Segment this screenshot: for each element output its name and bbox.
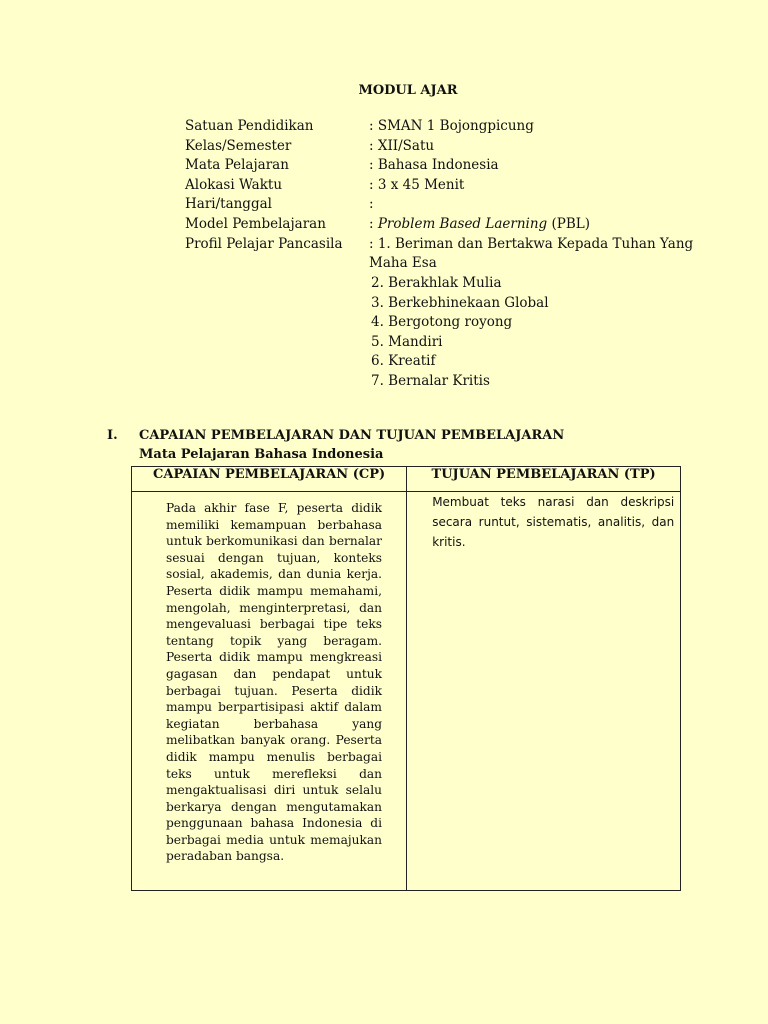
info-value-italic: Problem Based Laerning [377, 215, 548, 232]
info-value [369, 215, 729, 235]
info-label: Mata Pelajaran [185, 157, 289, 174]
tp-header: TUJUAN PEMBELAJARAN (TP) [407, 467, 681, 492]
info-label: Satuan Pendidikan [185, 118, 314, 134]
info-label: Alokasi Waktu [185, 176, 283, 193]
profile-list [371, 274, 549, 392]
info-label: Model Pembelajaran [185, 215, 326, 232]
info-value: : Bahasa Indonesia [369, 157, 499, 174]
info-row-subject [185, 156, 729, 176]
info-row-date [185, 195, 729, 215]
info-row-time [185, 176, 729, 196]
profile-item: 3. Berkebhinekaan Global [371, 294, 549, 311]
info-value-suffix: (PBL) [547, 215, 590, 232]
info-row-profile [185, 235, 729, 274]
section-title: CAPAIAN PEMBELAJARAN DAN TUJUAN PEMBELAJARAN [139, 428, 565, 443]
section-subtitle: Mata Pelajaran Bahasa Indonesia [139, 447, 384, 462]
profile-item: 4. Bergotong royong [371, 314, 513, 331]
profile-item: 5. Mandiri [371, 333, 443, 350]
profile-item: 7. Bernalar Kritis [371, 372, 490, 389]
tp-cell [407, 492, 681, 891]
info-label: Profil Pelajar Pancasila [185, 235, 343, 252]
info-value: : XII/Satu [369, 137, 435, 154]
cp-tp-table [131, 466, 681, 891]
info-label: Kelas/Semester [185, 137, 292, 154]
profile-item: 2. Berakhlak Mulia [371, 275, 502, 291]
info-value: : 1. Beriman dan Bertakwa Kepada Tuhan Yang Maha Esa [369, 235, 694, 272]
profile-item: 6. Kreatif [371, 353, 436, 370]
info-row-class [185, 137, 729, 157]
info-value: : SMAN 1 Bojongpicung [369, 118, 534, 134]
section-number: I. [107, 428, 118, 443]
module-info [185, 117, 729, 274]
cp-cell [132, 492, 407, 891]
info-value: : [369, 196, 374, 213]
tp-text: Membuat teks narasi dan deskripsi secara runtut, sistematis, analitis, dan kritis. [432, 495, 675, 549]
info-row-model [185, 215, 729, 235]
document-title: MODUL AJAR [358, 83, 458, 98]
table-row [132, 492, 681, 891]
info-value: : 3 x 45 Menit [369, 176, 465, 193]
cp-header: CAPAIAN PEMBELAJARAN (CP) [132, 467, 407, 492]
table-header-row [132, 467, 681, 492]
info-row-school [185, 117, 729, 137]
info-value-prefix: : [369, 215, 378, 232]
info-label: Hari/tanggal [185, 196, 272, 213]
cp-text: Pada akhir fase F, peserta didik memiliki kemampuan berbahasa untuk berkomunikasi dan bernalar sesuai dengan tujuan, konteks sosial, akademis, dan dunia kerja. Peserta didik mampu memahami, mengolah, menginterpretasi, dan mengevaluasi berbagai tipe teks tentang topik yang beragam. Peserta didik mampu mengkreasi gagasan dan pendapat untuk berbagai tujuan. Peserta didik mampu berpartisipasi aktif dalam kegiatan berbahasa yang melibatkan banyak orang. Peserta didik mampu menulis berbagai teks untuk merefleksi dan mengaktualisasi diri untuk selalu berkarya dengan mengutamakan penggunaan bahasa Indonesia di berbagai media untuk memajukan peradaban bangsa. [166, 501, 382, 864]
